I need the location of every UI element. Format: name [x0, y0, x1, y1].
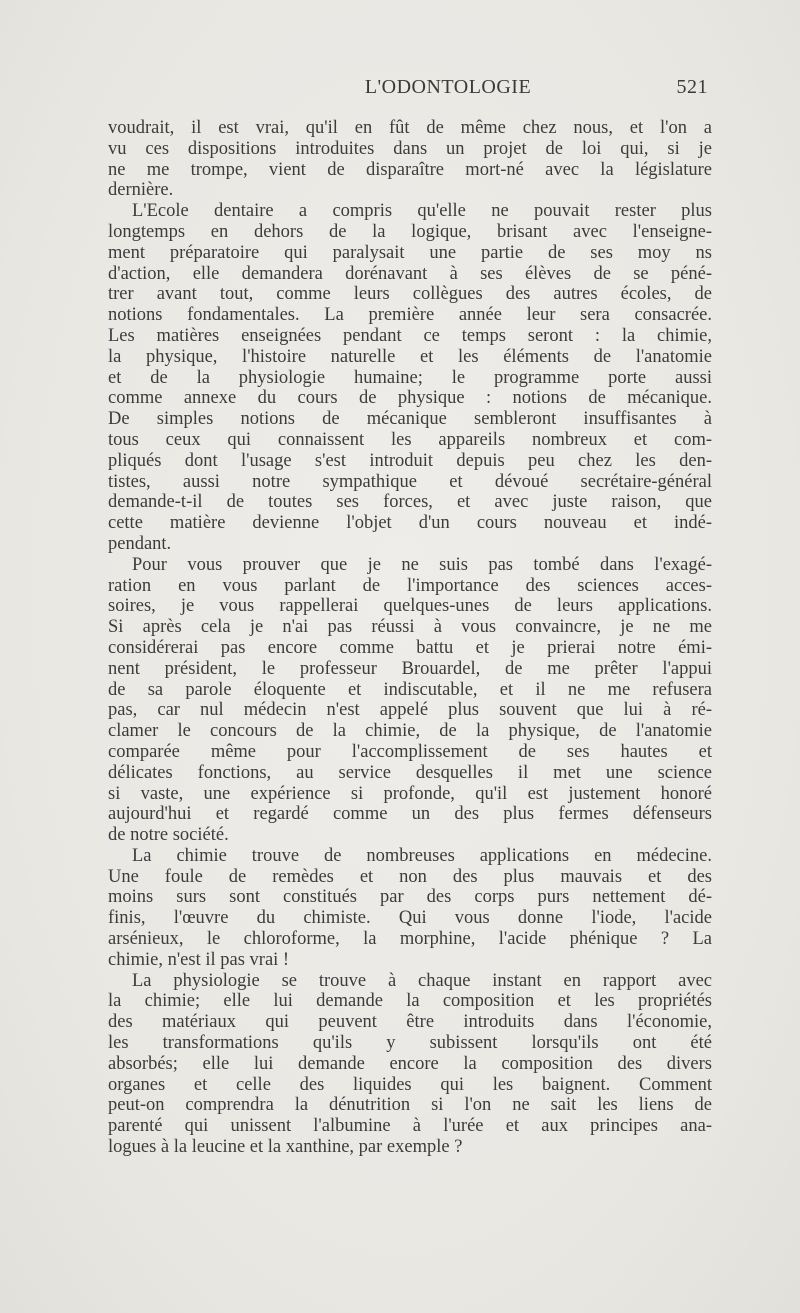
text-line: absorbés; elle lui demande encore la composition des divers — [108, 1053, 712, 1074]
text-line: organes et celle des liquides qui les baignent. Comment — [108, 1074, 712, 1095]
text-line: arsénieux, le chloroforme, la morphine, l'acide phénique ? La — [108, 929, 712, 950]
text-line: la chimie; elle lui demande la composition et les propriétés — [108, 991, 712, 1012]
text-line: De simples notions de mécanique sembleront insuffisantes à — [108, 409, 712, 430]
text-line: voudrait, il est vrai, qu'il en fût de même chez nous, et l'on a — [108, 118, 712, 138]
text-line: tistes, aussi notre sympathique et dévoué secrétaire-général — [108, 471, 712, 492]
text-line: ration en vous parlant de l'importance des sciences acces- — [108, 575, 712, 596]
text-line: cette matière devienne l'objet d'un cours nouveau et indé- — [108, 513, 712, 534]
text-line: Les matières enseignées pendant ce temps seront : la chimie, — [108, 325, 712, 346]
page-number: 521 — [676, 76, 708, 98]
text-line: considérerai pas encore comme battu et je prierai notre émi- — [108, 637, 712, 658]
text-line: pendant. — [108, 533, 172, 554]
text-line: notions fondamentales. La première année leur sera consacrée. — [108, 305, 712, 326]
text-line: demande-t-il de toutes ses forces, et avec juste raison, que — [108, 492, 712, 513]
text-line: si vaste, une expérience si profonde, qu'il est justement honoré — [108, 783, 712, 804]
text-line: pas, car nul médecin n'est appelé plus souvent que lui à ré- — [108, 700, 712, 721]
text-line: soires, je vous rappellerai quelques-unes de leurs applications. — [108, 596, 712, 617]
paragraph — [108, 118, 712, 201]
text-line: la physique, l'histoire naturelle et les éléments de l'anatomie — [108, 346, 712, 367]
text-line: dernière. — [108, 180, 174, 201]
text-line: chimie, n'est il pas vrai ! — [108, 949, 290, 970]
text-line: logues à la leucine et la xanthine, par exemple ? — [108, 1137, 463, 1158]
text-line: les transformations qu'ils y subissent lorsqu'ils ont été — [108, 1033, 712, 1054]
text-line: aujourd'hui et regardé comme un des plus fermes défenseurs — [108, 804, 712, 825]
text-line: de notre société. — [108, 825, 229, 846]
text-line: vu ces dispositions introduites dans un projet de loi qui, si je — [108, 138, 712, 159]
text-line: clamer le concours de la chimie, de la physique, de l'anatomie — [108, 721, 712, 742]
text-line: parenté qui unissent l'albumine à l'urée et aux principes ana- — [108, 1116, 712, 1137]
text-line: tous ceux qui connaissent les appareils nombreux et com- — [108, 429, 712, 450]
text-line: Pour vous prouver que je ne suis pas tombé dans l'exagé- — [132, 554, 712, 575]
paragraph — [108, 846, 712, 971]
text-line: ne me trompe, vient de disparaître mort-né avec la législature — [108, 159, 712, 180]
text-line: nent président, le professeur Brouardel, de me prêter l'appui — [108, 658, 712, 679]
text-line: longtemps en dehors de la logique, brisant avec l'enseigne- — [108, 221, 712, 242]
text-line: La chimie trouve de nombreuses applications en médecine. — [132, 845, 712, 866]
text-line: peut-on comprendra la dénutrition si l'on ne sait les liens de — [108, 1095, 712, 1116]
text-line: comme annexe du cours de physique : notions de mécanique. — [108, 388, 712, 409]
text-line: L'Ecole dentaire a compris qu'elle ne pouvait rester plus — [132, 201, 712, 222]
text-line: comparée même pour l'accomplissement de ses hautes et — [108, 741, 712, 762]
text-line: de sa parole éloquente et indiscutable, et il ne me refusera — [108, 679, 712, 700]
text-line: pliqués dont l'usage s'est introduit depuis peu chez les den- — [108, 450, 712, 471]
page-header — [118, 76, 712, 104]
text-line: finis, l'œuvre du chimiste. Qui vous donne l'iode, l'acide — [108, 908, 712, 929]
paragraph — [108, 971, 712, 1158]
paragraph — [108, 555, 712, 846]
text-line: Une foule de remèdes et non des plus mauvais et des — [108, 866, 712, 887]
text-line: Si après cela je n'ai pas réussi à vous convaincre, je ne me — [108, 617, 712, 638]
text-line: ment préparatoire qui paralysait une partie de ses moy ns — [108, 242, 712, 263]
text-line: délicates fonctions, au service desquelles il met une science — [108, 762, 712, 783]
paragraph — [108, 201, 712, 555]
text-line: moins surs sont constitués par des corps purs nettement dé- — [108, 887, 712, 908]
text-line: d'action, elle demandera dorénavant à ses élèves de se péné- — [108, 263, 712, 284]
text-line: trer avant tout, comme leurs collègues des autres écoles, de — [108, 284, 712, 305]
text-line: des matériaux qui peuvent être introduits dans l'économie, — [108, 1012, 712, 1033]
text-line: La physiologie se trouve à chaque instant en rapport avec — [132, 970, 712, 991]
text-line: et de la physiologie humaine; le programme porte aussi — [108, 367, 712, 388]
running-title: L'ODONTOLOGIE — [364, 76, 532, 98]
body-text — [108, 118, 712, 1158]
